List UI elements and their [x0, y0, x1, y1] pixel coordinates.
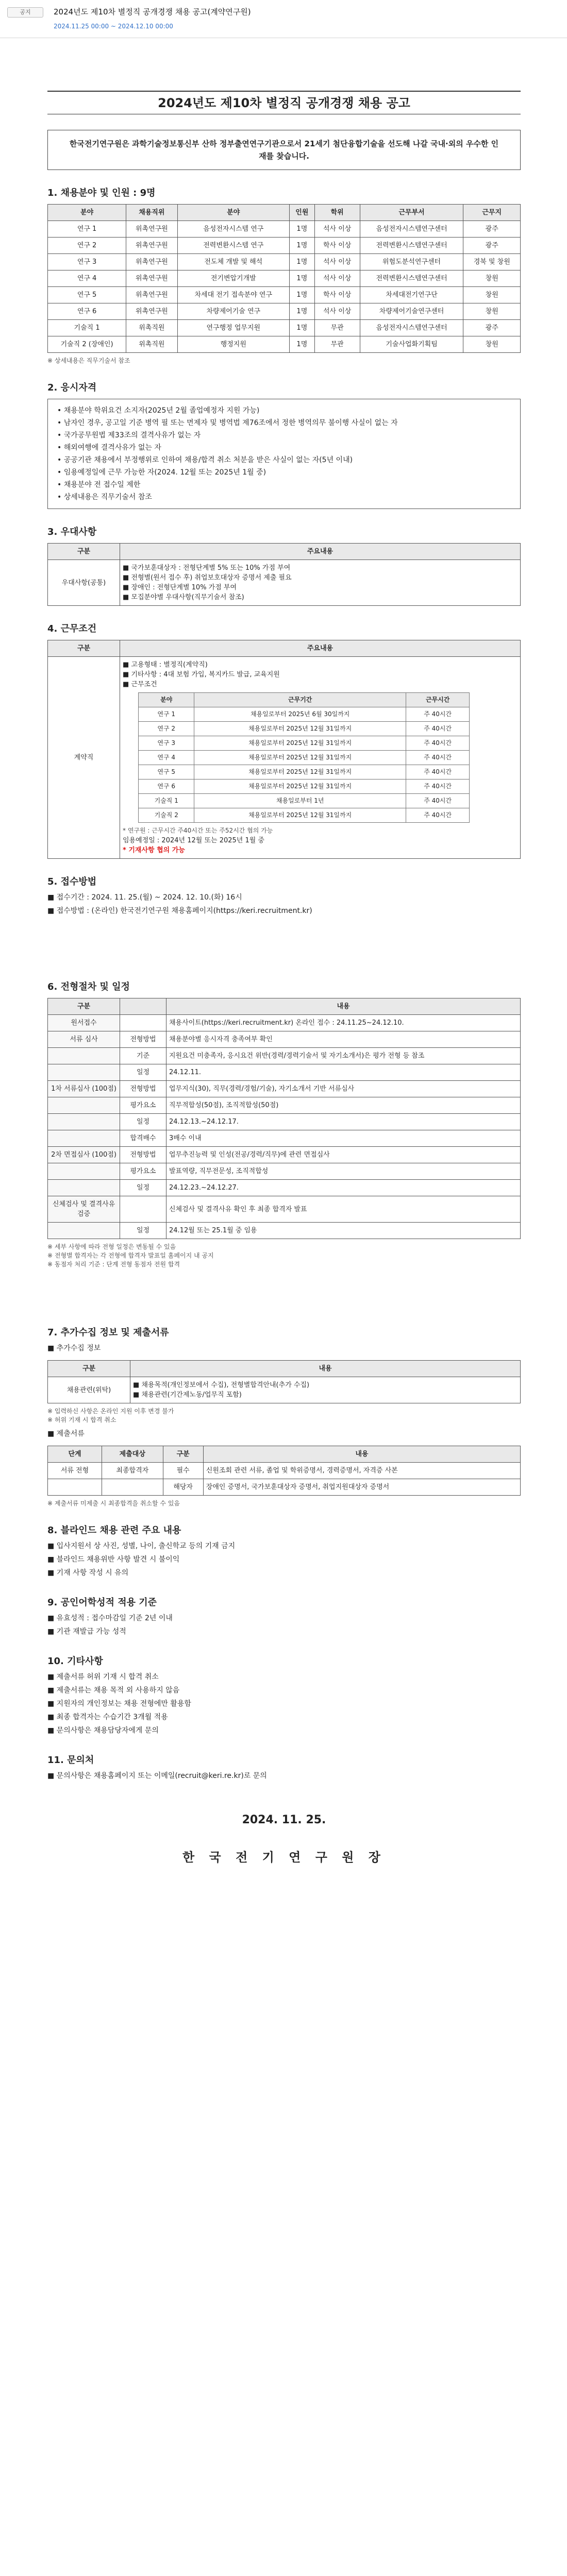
- etc-item: ■ 최종 합격자는 수습기간 3개월 적용: [47, 1713, 168, 1721]
- col-header: 구분: [48, 544, 120, 560]
- table-cell: 연구 1: [139, 707, 194, 722]
- table-cell: 전형방법: [120, 1031, 166, 1048]
- table-cell: 연구 1: [48, 221, 126, 238]
- table-cell: 연구 5: [48, 287, 126, 303]
- table-row: [48, 1180, 521, 1196]
- table-cell: 원서접수: [48, 1015, 120, 1031]
- announcement-date: 2024. 11. 25.: [242, 1814, 326, 1826]
- qualification-item: • 상세내용은 직무기술서 참조: [57, 493, 152, 501]
- blind-item: ■ 입사지원서 상 사진, 성별, 나이, 출신학교 등의 기재 금지: [47, 1542, 236, 1550]
- table-cell: 채용분야별 응시자격 충족여부 확인: [166, 1031, 521, 1048]
- col-header: 분야: [139, 693, 194, 707]
- table-row: [48, 221, 521, 238]
- process-notes: [47, 1242, 521, 1268]
- col-header: 내용: [130, 1361, 521, 1377]
- table-row: [48, 1114, 521, 1130]
- col-header: 주요내용: [120, 640, 521, 657]
- table-cell: 연구 6: [48, 303, 126, 320]
- table-cell: 업무추진능력 및 인성(전공/경력/직무)에 관련 면접심사: [166, 1147, 521, 1163]
- condition-item: ■ 근무조건: [123, 681, 157, 688]
- table-cell: 연구 3: [48, 254, 126, 270]
- announcement-document: [47, 91, 521, 1865]
- table-cell: [120, 1015, 166, 1031]
- blind-item: ■ 블라인드 채용위반 사항 발견 시 불이익: [47, 1555, 180, 1564]
- table-row: [48, 1130, 521, 1147]
- table-cell: 전력변환시스템 연구: [177, 238, 290, 254]
- col-header: 학위: [314, 205, 360, 221]
- table-cell: 전도체 개발 및 해석: [177, 254, 290, 270]
- section-heading: 4. 근무조건: [47, 623, 97, 634]
- table-row: [139, 779, 470, 794]
- note-item: ※ 허위 기재 시 합격 취소: [47, 1416, 116, 1423]
- table-cell: 채용일로부터 2025년 12월 31일까지: [194, 722, 406, 736]
- apply-item: ■ 접수기간 : 2024. 11. 25.(월) ~ 2024. 12. 10.(화) 16시: [47, 893, 242, 902]
- table-cell: 위촉연구원: [126, 303, 177, 320]
- table-cell: 차량제어기술연구센터: [360, 303, 463, 320]
- table-cell: 최종합격자: [102, 1463, 163, 1479]
- table-row: [139, 765, 470, 779]
- section-heading: 3. 우대사항: [47, 527, 97, 537]
- col-header: [120, 998, 166, 1015]
- apply-list: [47, 891, 521, 918]
- table-cell: 채용일로부터 2025년 12월 31일까지: [194, 779, 406, 794]
- table-cell: [48, 1048, 120, 1064]
- qualification-item: • 공공기관 채용에서 부정행위로 인하여 채용/합격 취소 처분을 받은 사실이 없는 자(5년 이내): [57, 456, 353, 464]
- table-cell: 채용일로부터 2025년 6월 30일까지: [194, 707, 406, 722]
- preference-item: ■ 국가보훈대상자 : 전형단계별 5% 또는 10% 가점 부여: [123, 564, 291, 572]
- preference-item: ■ 모집분야별 우대사항(직무기술서 참조): [123, 594, 244, 601]
- preference-items: [120, 560, 521, 606]
- table-cell: 경북 및 창원: [463, 254, 521, 270]
- table-cell: 연구 4: [139, 751, 194, 765]
- table-cell: 위촉연구원: [126, 254, 177, 270]
- table-row: [48, 1163, 521, 1180]
- organization-name: 한 국 전 기 연 구 원 장: [182, 1850, 386, 1865]
- notice-badge: 공지: [7, 7, 43, 18]
- table-cell: 1명: [290, 238, 315, 254]
- table-cell: 위촉연구원: [126, 270, 177, 287]
- qualification-item: • 남자인 경우, 공고일 기준 병역 필 또는 면제자 및 병역법 제76조에서 정한 병역의무 불이행 사실이 없는 자: [57, 419, 398, 427]
- table-cell: 연구 2: [48, 238, 126, 254]
- extra-info-items: [130, 1377, 521, 1403]
- table-cell: 창원: [463, 303, 521, 320]
- table-cell: 업무지식(30), 직무(경력/경험/기술), 자기소개서 기반 서류심사: [166, 1081, 521, 1097]
- etc-item: ■ 문의사항은 채용담당자에게 문의: [47, 1726, 159, 1735]
- apply-item: ■ 접수방법 : (온라인) 한국전기연구원 채용홈페이지(https://keri.recruitment.kr): [47, 907, 312, 915]
- table-cell: 주 40시간: [406, 751, 469, 765]
- etc-item: ■ 지원자의 개인정보는 채용 전형에만 활용함: [47, 1700, 191, 1708]
- process-table: [47, 998, 521, 1239]
- table-cell: 일정: [120, 1223, 166, 1239]
- table-cell: 채용사이트(https://keri.recruitment.kr) 온라인 접수 : 24.11.25~24.12.10.: [166, 1015, 521, 1031]
- table-cell: [48, 1479, 102, 1496]
- table-cell: [48, 1097, 120, 1114]
- table-cell: 주 40시간: [406, 707, 469, 722]
- table-cell: [48, 1223, 120, 1239]
- table-row: [48, 238, 521, 254]
- table-row: [48, 1463, 521, 1479]
- col-header: 채용직위: [126, 205, 177, 221]
- language-list: [47, 1612, 521, 1638]
- table-cell: 전력변환시스템연구센터: [360, 270, 463, 287]
- note-item: ※ 전형별 합격자는 각 전형에 합격자 발표일 홈페이지 내 공지: [47, 1252, 214, 1259]
- table-cell: 24.12월 또는 25.1월 중 임용: [166, 1223, 521, 1239]
- section-heading: 9. 공인어학성적 적용 기준: [47, 1597, 157, 1608]
- table-cell: [102, 1479, 163, 1496]
- language-item: ■ 유효성적 : 접수마감일 기준 2년 이내: [47, 1614, 173, 1622]
- document-title: 2024년도 제10차 별정직 공개경쟁 채용 공고: [47, 91, 521, 114]
- table-cell: 서류 전형: [48, 1463, 102, 1479]
- table-cell: [48, 1064, 120, 1081]
- table-cell: 연구 3: [139, 736, 194, 751]
- table-cell: 석사 이상: [314, 303, 360, 320]
- table-cell: 필수: [163, 1463, 203, 1479]
- post-title: 2024년도 제10차 별정직 공개경쟁 채용 공고(계약연구원): [54, 7, 251, 16]
- table-cell: 차세대전기연구단: [360, 287, 463, 303]
- table-cell: 무관: [314, 320, 360, 336]
- table-cell: 창원: [463, 270, 521, 287]
- note-item: ※ 동점자 처리 기준 : 단계 전형 동점자 전원 합격: [47, 1261, 180, 1268]
- table-row: [139, 736, 470, 751]
- conditions-cell: [120, 657, 521, 859]
- table-cell: 석사 이상: [314, 254, 360, 270]
- table-cell: [48, 1180, 120, 1196]
- blind-list: [47, 1539, 521, 1580]
- extra-info-item: ■ 채용관련(기간제노동/업무직 포함): [133, 1391, 242, 1399]
- col-header: 근무지: [463, 205, 521, 221]
- table-cell: [48, 1163, 120, 1180]
- table-cell: [48, 1130, 120, 1147]
- preference-item: ■ 장애인 : 전형단계별 10% 가점 부여: [123, 584, 237, 591]
- table-cell: 일정: [120, 1064, 166, 1081]
- table-cell: 지원요건 미충족자, 응시요건 위반(경력/경력기술서 및 자기소개서)은 평가 전형 등 참조: [166, 1048, 521, 1064]
- qualification-item: • 국가공무원법 제33조의 결격사유가 없는 자: [57, 431, 201, 439]
- table-cell: 무관: [314, 336, 360, 353]
- post-header: [0, 0, 567, 38]
- table-cell: 주 40시간: [406, 736, 469, 751]
- col-header: 구분: [48, 1361, 130, 1377]
- sub-heading: ■ 추가수집 정보: [47, 1344, 101, 1352]
- table-cell: 장애인 증명서, 국가보훈대상자 증명서, 취업지원대상자 증명서: [203, 1479, 520, 1496]
- table-cell: 음성전자시스템 연구: [177, 221, 290, 238]
- note-item: ※ 세부 사항에 따라 전형 일정은 변동될 수 있음: [47, 1243, 176, 1250]
- table-cell: 기술사업화기획팀: [360, 336, 463, 353]
- col-header: 주요내용: [120, 544, 521, 560]
- documents-table: [47, 1446, 521, 1496]
- table-cell: 창원: [463, 336, 521, 353]
- table-cell: 서류 심사: [48, 1031, 120, 1048]
- table-cell: 기술직 1: [139, 794, 194, 808]
- table-cell: 채용일로부터 2025년 12월 31일까지: [194, 765, 406, 779]
- etc-item: ■ 제출서류 허위 기재 시 합격 취소: [47, 1673, 159, 1681]
- table-row: [48, 1196, 521, 1223]
- table-cell: 주 40시간: [406, 808, 469, 823]
- table-cell: 전형방법: [120, 1081, 166, 1097]
- table-row: [48, 1097, 521, 1114]
- table-cell: 광주: [463, 320, 521, 336]
- table-cell: 위촉연구원: [126, 287, 177, 303]
- table-cell: 기술직 2 (장애인): [48, 336, 126, 353]
- qualification-item: • 임용예정일에 근무 가능한 자(2024. 12월 또는 2025년 1월 중): [57, 468, 266, 477]
- post-date-range: 2024.11.25 00:00 ~ 2024.12.10 00:00: [54, 23, 173, 30]
- col-header: 구분: [163, 1446, 203, 1463]
- table-cell: 해당자: [163, 1479, 203, 1496]
- table-cell: 신체검사 및 결격사유 검증: [48, 1196, 120, 1223]
- table-cell: 석사 이상: [314, 221, 360, 238]
- preference-table: [47, 543, 521, 606]
- etc-list: [47, 1670, 521, 1737]
- table-row: [139, 808, 470, 823]
- table-row: [139, 794, 470, 808]
- table-row: [48, 1223, 521, 1239]
- table-cell: 24.12.11.: [166, 1064, 521, 1081]
- table-cell: 일정: [120, 1114, 166, 1130]
- table-cell: 기술직 2: [139, 808, 194, 823]
- table-cell: 차세대 전기 접속분야 연구: [177, 287, 290, 303]
- col-header: 제출대상: [102, 1446, 163, 1463]
- col-header: 구분: [48, 998, 120, 1015]
- col-header: 근무부서: [360, 205, 463, 221]
- table-cell: 광주: [463, 238, 521, 254]
- section-heading: 6. 전형절차 및 일정: [47, 981, 130, 992]
- table-row: [48, 336, 521, 353]
- table-cell: 차량제어기술 연구: [177, 303, 290, 320]
- table-row: [139, 722, 470, 736]
- table-cell: 행정지원: [177, 336, 290, 353]
- table-cell: 음성전자시스템연구센터: [360, 221, 463, 238]
- start-date: 임용예정일 : 2024년 12월 또는 2025년 1월 중: [123, 837, 264, 844]
- language-item: ■ 기관 재발급 가능 성적: [47, 1628, 126, 1636]
- note-item: ※ 제출서류 미제출 시 최종합격을 취소할 수 있음: [47, 1500, 180, 1507]
- table-cell: 위촉연구원: [126, 238, 177, 254]
- contact-info: ■ 문의사항은 채용홈페이지 또는 이메일(recruit@keri.re.kr)로 문의: [47, 1772, 267, 1780]
- table-row: [48, 303, 521, 320]
- table-cell: 1명: [290, 320, 315, 336]
- table-row: [48, 270, 521, 287]
- row-label: 우대사항(공통): [48, 560, 120, 606]
- preference-item: ■ 전형별(원서 접수 후) 취업보호대상자 증명서 제출 필요: [123, 574, 292, 582]
- table-cell: 24.12.23.~24.12.27.: [166, 1180, 521, 1196]
- table-cell: 학사 이상: [314, 287, 360, 303]
- table-note: ※ 상세내용은 직무기술서 참조: [47, 357, 130, 364]
- table-cell: 합격배수: [120, 1130, 166, 1147]
- table-row: [139, 707, 470, 722]
- table-cell: 창원: [463, 287, 521, 303]
- row-label: 채용관련(위탁): [48, 1377, 130, 1403]
- table-cell: 석사 이상: [314, 270, 360, 287]
- work-period-table: [138, 692, 470, 823]
- documents-notes: [47, 1499, 521, 1507]
- extra-info-notes: [47, 1406, 521, 1424]
- col-header: 근무시간: [406, 693, 469, 707]
- table-cell: 전력변환시스템연구센터: [360, 238, 463, 254]
- table-cell: 1명: [290, 287, 315, 303]
- sub-note: * 연구원 : 근무시간 주40시간 또는 주52시간 협의 가능: [123, 827, 273, 834]
- table-cell: 1명: [290, 221, 315, 238]
- table-cell: 1명: [290, 303, 315, 320]
- table-row: [48, 1064, 521, 1081]
- table-cell: 위촉직원: [126, 320, 177, 336]
- col-header: 내용: [166, 998, 521, 1015]
- table-row: [48, 1031, 521, 1048]
- table-cell: 학사 이상: [314, 238, 360, 254]
- col-header: 분야: [177, 205, 290, 221]
- table-cell: 연구행정 업무지원: [177, 320, 290, 336]
- section-heading: 8. 블라인드 채용 관련 주요 내용: [47, 1525, 181, 1536]
- section-heading: 2. 응시자격: [47, 382, 97, 393]
- intro-box: 한국전기연구원은 과학기술정보통신부 산하 정부출연연구기관으로서 21세기 첨단융합기술을 선도해 나갈 국내·외의 우수한 인재를 찾습니다.: [47, 130, 521, 170]
- table-row: [48, 1147, 521, 1163]
- qualification-item: • 채용분야 학위요건 소지자(2025년 2월 졸업예정자 지원 가능): [57, 406, 260, 415]
- table-cell: 직무적합성(50점), 조직적합성(50점): [166, 1097, 521, 1114]
- table-cell: 채용일로부터 1년: [194, 794, 406, 808]
- note-item: ※ 입력하신 사항은 온라인 지원 이후 변경 불가: [47, 1408, 174, 1415]
- section-heading: 7. 추가수집 정보 및 제출서류: [47, 1327, 169, 1338]
- table-row: [48, 1015, 521, 1031]
- col-header: 구분: [48, 640, 120, 657]
- table-row: [139, 751, 470, 765]
- table-cell: 음성전자시스템연구센터: [360, 320, 463, 336]
- table-cell: 1차 서류심사 (100점): [48, 1081, 120, 1097]
- table-cell: 채용일로부터 2025년 12월 31일까지: [194, 808, 406, 823]
- sub-heading: ■ 제출서류: [47, 1430, 85, 1438]
- col-header: 분야: [48, 205, 126, 221]
- table-cell: 위촉연구원: [126, 221, 177, 238]
- table-row: [48, 320, 521, 336]
- col-header: 단계: [48, 1446, 102, 1463]
- table-cell: 신체검사 및 결격사유 확인 후 최종 합격자 발표: [166, 1196, 521, 1223]
- table-cell: 위촉직원: [126, 336, 177, 353]
- table-cell: 3배수 이내: [166, 1130, 521, 1147]
- table-cell: 1명: [290, 254, 315, 270]
- blind-item: ■ 기재 사항 작성 시 유의: [47, 1569, 129, 1577]
- table-cell: 채용일로부터 2025년 12월 31일까지: [194, 751, 406, 765]
- table-cell: 연구 6: [139, 779, 194, 794]
- table-cell: 주 40시간: [406, 779, 469, 794]
- table-cell: 연구 2: [139, 722, 194, 736]
- table-cell: 기술직 1: [48, 320, 126, 336]
- table-cell: 발표역량, 직무전문성, 조직적합성: [166, 1163, 521, 1180]
- section-heading: 10. 기타사항: [47, 1656, 103, 1667]
- table-cell: 광주: [463, 221, 521, 238]
- table-row: [48, 1081, 521, 1097]
- table-row: [48, 1479, 521, 1496]
- table-cell: 주 40시간: [406, 794, 469, 808]
- table-cell: 연구 5: [139, 765, 194, 779]
- table-cell: [48, 1114, 120, 1130]
- table-cell: 평가요소: [120, 1163, 166, 1180]
- table-cell: 2차 면접심사 (100점): [48, 1147, 120, 1163]
- col-header: 내용: [203, 1446, 520, 1463]
- table-cell: 채용일로부터 2025년 12월 31일까지: [194, 736, 406, 751]
- extra-info-table: [47, 1360, 521, 1403]
- table-cell: 24.12.13.~24.12.17.: [166, 1114, 521, 1130]
- conditions-table: [47, 640, 521, 859]
- etc-item: ■ 제출서류는 채용 목적 외 사용하지 않음: [47, 1686, 180, 1694]
- col-header: 인원: [290, 205, 315, 221]
- positions-table: [47, 204, 521, 353]
- row-label: 계약직: [48, 657, 120, 859]
- section-heading: 1. 채용분야 및 인원 : 9명: [47, 188, 156, 198]
- condition-item: ■ 고용형태 : 별정직(계약직): [123, 661, 208, 669]
- table-row: [48, 1048, 521, 1064]
- qualification-item: • 채용분야 전 접수일 제한: [57, 481, 141, 489]
- section-heading: 11. 문의처: [47, 1755, 94, 1766]
- col-header: 근무기간: [194, 693, 406, 707]
- table-cell: 연구 4: [48, 270, 126, 287]
- table-cell: 1명: [290, 270, 315, 287]
- table-cell: 전기변압기개발: [177, 270, 290, 287]
- table-cell: 위험도분석연구센터: [360, 254, 463, 270]
- section-heading: 5. 접수방법: [47, 876, 97, 887]
- table-cell: 일정: [120, 1180, 166, 1196]
- table-cell: [120, 1196, 166, 1223]
- condition-item: ■ 기타사항 : 4대 보험 가입, 복지카드 발급, 교육지원: [123, 671, 280, 679]
- table-row: [48, 254, 521, 270]
- extra-info-item: ■ 채용목적(개인정보에서 수집), 전형별합격안내(추가 수집): [133, 1381, 310, 1389]
- table-cell: 전형방법: [120, 1147, 166, 1163]
- table-cell: 기준: [120, 1048, 166, 1064]
- table-cell: 신원조회 관련 서류, 졸업 및 학위증명서, 경력증명서, 자격증 사본: [203, 1463, 520, 1479]
- table-cell: 평가요소: [120, 1097, 166, 1114]
- table-cell: 주 40시간: [406, 765, 469, 779]
- qualification-box: [47, 399, 521, 509]
- start-note: * 기재사항 협의 가능: [123, 846, 185, 854]
- table-row: [48, 287, 521, 303]
- table-cell: 1명: [290, 336, 315, 353]
- qualification-item: • 해외여행에 결격사유가 없는 자: [57, 444, 161, 452]
- table-cell: 주 40시간: [406, 722, 469, 736]
